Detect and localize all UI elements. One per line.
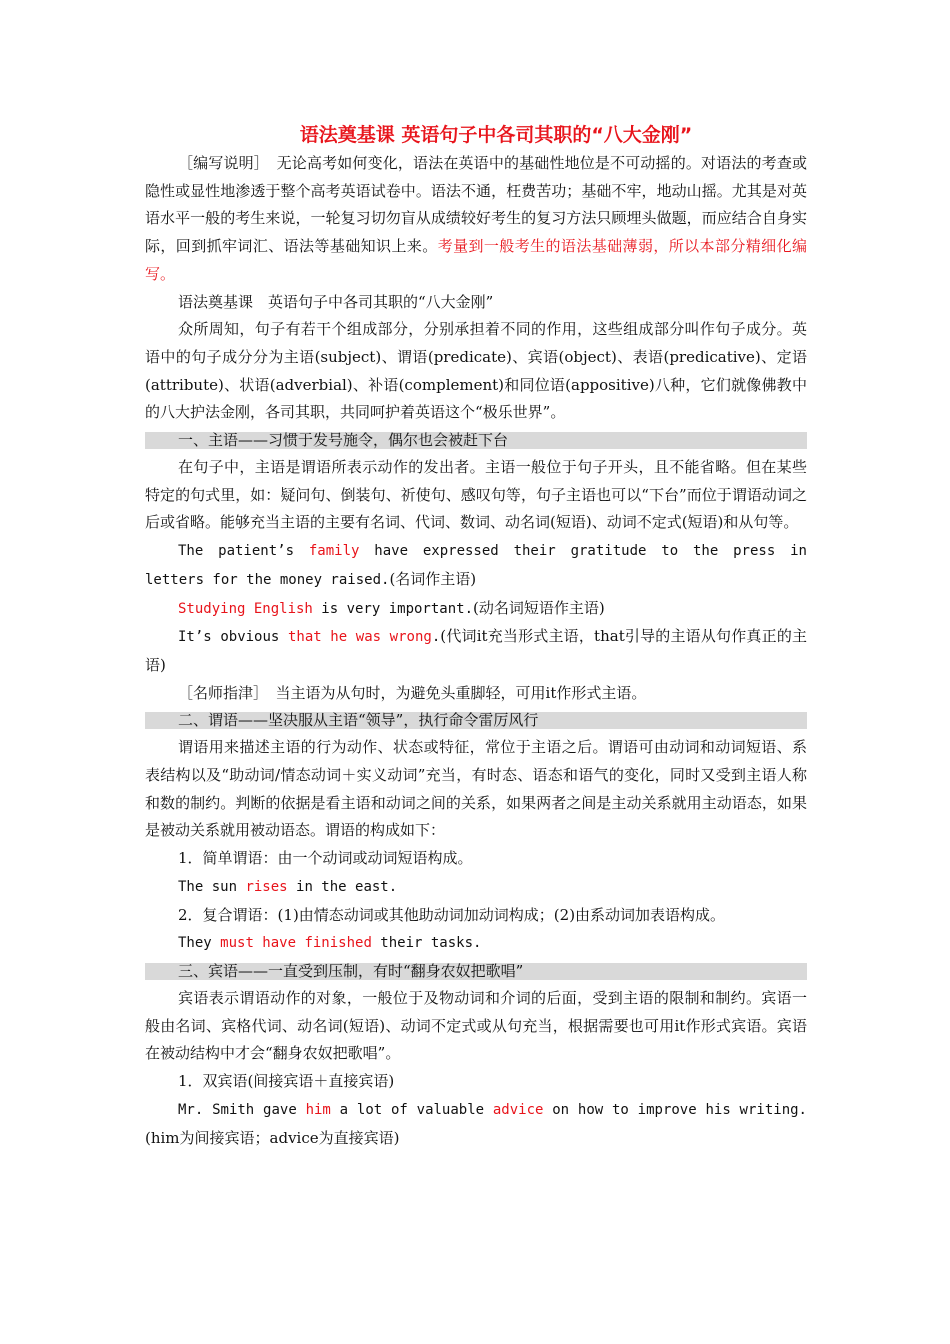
subject-example-3 <box>145 623 807 679</box>
example-highlight: rises <box>245 878 288 895</box>
example-text: is very important. <box>312 600 474 617</box>
object-example-1 <box>145 1096 807 1152</box>
example-text: have expressed their gratitude to the press in letters for the money raised. <box>145 543 807 588</box>
example-note: (him为间接宾语；advice为直接宾语) <box>145 1128 400 1147</box>
example-text: on how to improve his writing. <box>543 1101 807 1118</box>
document-title: 语法奠基课 英语句子中各司其职的“八大金刚” <box>299 124 693 146</box>
section-heading-subject: 一、主语——习惯于发号施令，偶尔也会被赶下台 <box>145 432 807 449</box>
predicate-item-2: 2．复合谓语：(1)由情态动词或其他助动词加动词构成；(2)由系动词加表语构成。 <box>178 905 726 924</box>
example-text: They <box>178 935 221 952</box>
tip-label: ［名师指津］ <box>178 683 261 702</box>
subject-example-1 <box>145 537 807 594</box>
example-text: It’s obvious <box>178 629 288 646</box>
example-highlight: that he was wrong <box>287 629 432 646</box>
example-highlight: him <box>305 1101 331 1118</box>
object-body: 宾语表示谓语动作的对象，一般位于及物动词和介词的后面，受到主语的限制和制约。宾语一般由名词、宾格代词、动名词(短语)、动词不定式或从句充当，根据需要也可用it作形式宾语。宾语在被动结构中才会“翻身农奴把歌唱”。 <box>145 988 807 1063</box>
example-text: The patient’s <box>178 543 309 560</box>
subtitle: 语法奠基课 英语句子中各司其职的“八大金刚” <box>178 292 494 311</box>
intro-highlight: 考量到一般考生的语法基础薄弱，所以本部分精细化编写。 <box>145 237 807 283</box>
predicate-example-2 <box>145 929 807 958</box>
tip-text: 当主语为从句时，为避免头重脚轻，可用it作形式主语。 <box>275 683 647 702</box>
example-note: (代词it充当形式主语，that引导的主语从句作真正的主语) <box>145 627 808 674</box>
example-text: a lot of valuable <box>330 1101 493 1118</box>
example-highlight: family <box>308 543 360 560</box>
subject-tip <box>145 680 807 708</box>
document-page <box>145 120 807 1152</box>
predicate-item-1: 1．简单谓语：由一个动词或动词短语构成。 <box>178 849 473 868</box>
example-note: (动名词短语作主语) <box>473 598 605 617</box>
example-highlight: Studying English <box>178 600 313 617</box>
example-text: Mr. Smith gave <box>178 1101 306 1118</box>
example-text: . <box>431 629 441 646</box>
section-heading-object: 三、宾语——一直受到压制，有时“翻身农奴把歌唱” <box>145 963 807 980</box>
example-text: their tasks. <box>371 935 482 952</box>
example-note: (名词作主语) <box>389 569 477 588</box>
example-highlight: must have finished <box>220 935 372 952</box>
intro-label: ［编写说明］ <box>178 154 262 172</box>
section-heading-predicate: 二、谓语——坚决服从主语“领导”，执行命令雷厉风行 <box>145 712 807 729</box>
subject-body: 在句子中，主语是谓语所表示动作的发出者。主语一般位于句子开头，且不能省略。但在某些特定的句式里，如：疑问句、倒装句、祈使句、感叹句等，句子主语也可以“下台”而位于谓语动词之后或省略。能够充当主语的主要有名词、代词、数词、动名词(短语)、动词不定式(短语)和从句等。 <box>145 458 807 532</box>
example-text: The sun <box>178 878 246 895</box>
predicate-example-1 <box>145 873 807 902</box>
object-item-1: 1．双宾语(间接宾语＋直接宾语) <box>178 1072 395 1091</box>
example-highlight: advice <box>492 1101 544 1118</box>
subject-example-2 <box>145 595 807 624</box>
example-text: in the east. <box>287 878 398 895</box>
intro-text: 无论高考如何变化，语法在英语中的基础性地位是不可动摇的。对语法的考查或隐性或显性地渗透于整个高考英语试卷中。语法不通，枉费苦功；基础不牢，地动山摇。尤其是对英语水平一般的考生来说，一轮复习切勿盲从成绩较好考生的复习方法只顾埋头做题，而应结合自身实际，回到抓牢词汇、语法等基础知识上来。 <box>145 154 807 256</box>
predicate-body: 谓语用来描述主语的行为动作、状态或特征，常位于主语之后。谓语可由动词和动词短语、系表结构以及“助动词/情态动词＋实义动词”充当，有时态、语态和语气的变化，同时又受到主语人称和数的制约。判断的依据是看主语和动词之间的关系，如果两者之间是主动关系就用主动语态，如果是被动关系就用被动语态。谓语的构成如下： <box>145 738 807 840</box>
overview-paragraph: 众所周知，句子有若干个组成部分，分别承担着不同的作用，这些组成部分叫作句子成分。英语中的句子成分分为主语(subject)、谓语(predicate)、宾语(object)、表语(predicative)、定语(attribute)、状语(adverbial)、补语(complement)和同位语(appositive)八种，它们就像佛教中的八大护法金刚，各司其职，共同呵护着英语这个“极乐世界”。 <box>145 320 807 422</box>
intro-paragraph <box>145 150 807 289</box>
